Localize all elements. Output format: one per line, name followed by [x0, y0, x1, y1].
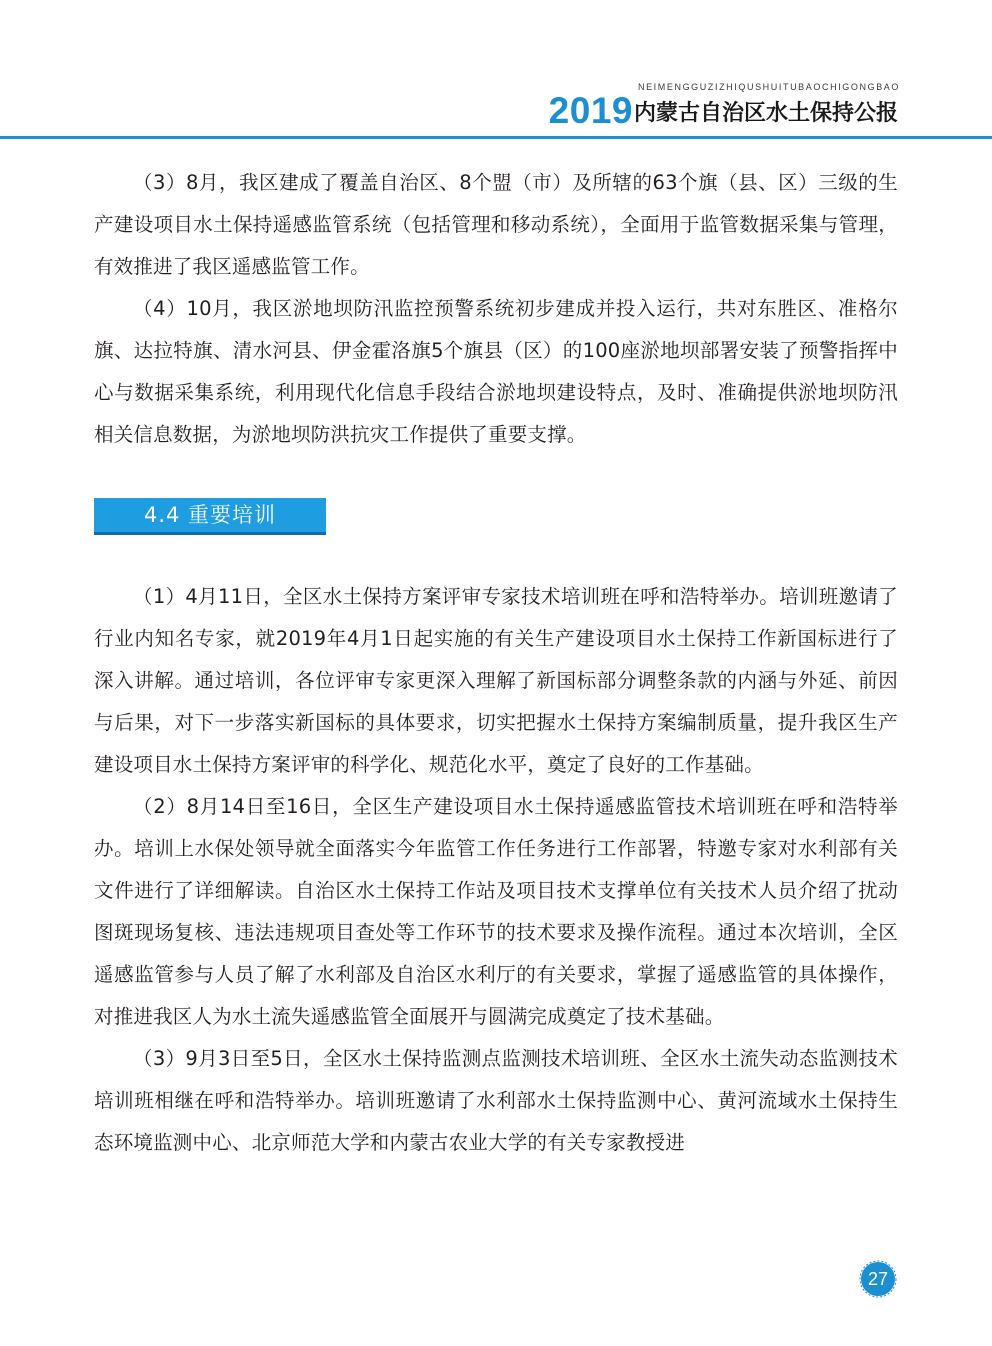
- training-paragraph-1: （1）4月11日，全区水土保持方案评审专家技术培训班在呼和浩特举办。培训班邀请了行业内知名专家，就2019年4月1日起实施的有关生产建设项目水土保持工作新国标进行了深入讲解。通过培训，各位评审专家更深入理解了新国标部分调整条款的内涵与外延、前因与后果，对下一步落实新国标的具体要求，切实把握水土保持方案编制质量，提升我区生产建设项目水土保持方案评审的科学化、规范化水平，奠定了良好的工作基础。: [94, 585, 898, 776]
- page-header: [0, 0, 992, 140]
- header-year: 2019: [548, 90, 633, 131]
- section-heading-text: 4.4 重要培训: [143, 503, 277, 527]
- page-number-badge: [859, 1260, 897, 1298]
- header-title-group: [549, 90, 898, 130]
- header-divider: [0, 136, 992, 139]
- paragraph-4: （4）10月，我区淤地坝防汛监控预警系统初步建成并投入运行，共对东胜区、准格尔旗、达拉特旗、清水河县、伊金霍洛旗5个旗县（区）的100座淤地坝部署安装了预警指挥中心与数据采集系统，利用现代化信息手段结合淤地坝建设特点，及时、准确提供淤地坝防汛相关信息数据，为淤地坝防洪抗灾工作提供了重要支撑。: [94, 297, 898, 446]
- header-title: 内蒙古自治区水土保持公报: [633, 101, 898, 126]
- section-heading: [94, 496, 326, 536]
- section-heading-underline: [94, 532, 326, 535]
- top-paragraphs: [94, 162, 898, 456]
- paragraph-3: （3）8月，我区建成了覆盖自治区、8个盟（市）及所辖的63个旗（县、区）三级的生产建设项目水土保持遥感监管系统（包括管理和移动系统），全面用于监管数据采集与管理，有效推进了我区遥感监管工作。: [94, 171, 898, 278]
- section-paragraphs: [94, 576, 898, 1164]
- page-number: 27: [867, 1269, 889, 1289]
- training-paragraph-3: （3）9月3日至5日，全区水土保持监测点监测技术培训班、全区水土流失动态监测技术培训班相继在呼和浩特举办。培训班邀请了水利部水土保持监测中心、黄河流域水土保持生态环境监测中心、北京师范大学和内蒙古农业大学的有关专家教授进: [94, 1047, 898, 1154]
- header-subtitle: NEIMENGGUZIZHIQUSHUITUBAOCHIGONGBAO: [637, 82, 900, 92]
- training-paragraph-2: （2）8月14日至16日，全区生产建设项目水土保持遥感监管技术培训班在呼和浩特举办。培训上水保处领导就全面落实今年监管工作任务进行工作部署，特邀专家对水利部有关文件进行了详细解读。自治区水土保持工作站及项目技术支撑单位有关技术人员介绍了扰动图斑现场复核、违法违规项目查处等工作环节的技术要求及操作流程。通过本次培训，全区遥感监管参与人员了解了水利部及自治区水利厅的有关要求，掌握了遥感监管的具体操作，对推进我区人为水土流失遥感监管全面展开与圆满完成奠定了技术基础。: [94, 795, 898, 1028]
